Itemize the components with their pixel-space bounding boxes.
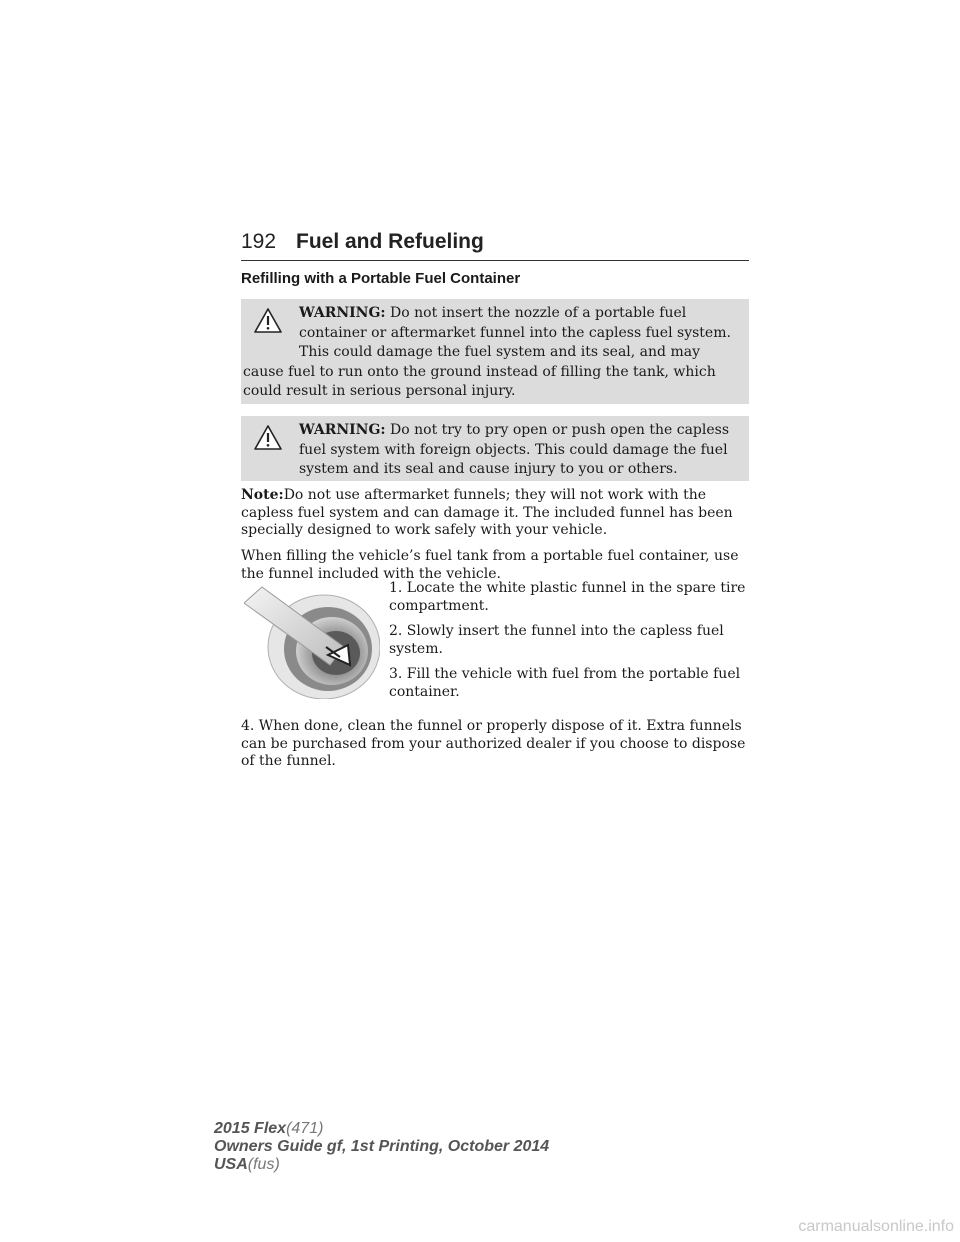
page-footer — [214, 1120, 549, 1174]
warning-label: WARNING: — [299, 305, 386, 321]
footer-model-code: (471) — [286, 1120, 324, 1137]
warning-triangle-icon — [253, 424, 299, 464]
footer-market-code: (fus) — [247, 1156, 280, 1173]
page-header — [241, 230, 749, 261]
step-1: 1. Locate the white plastic funnel in the spare tire compartment. — [389, 580, 746, 614]
footer-guide: Owners Guide gf, 1st Printing, October 2014 — [214, 1138, 550, 1155]
page-number: 192 — [241, 230, 277, 253]
watermark: carmanualsonline.info — [798, 1218, 954, 1235]
page-title: Fuel and Refueling — [296, 230, 484, 253]
funnel-illustration — [244, 581, 380, 699]
intro-paragraph: When filling the vehicle’s fuel tank from a portable fuel container, use the funnel included with the vehicle. — [241, 548, 739, 582]
step-2: 2. Slowly insert the funnel into the capless fuel system. — [389, 623, 724, 657]
warning-text: Do not insert the nozzle of a portable fuel container or aftermarket funnel into the capless fuel system. This could damage the fuel system and its seal, and may cause fuel to run onto the ground instead of filling the tank, which could result in serious personal injury. — [243, 305, 731, 399]
steps-list — [389, 580, 749, 709]
warning-box — [241, 416, 749, 481]
footer-model: 2015 Flex — [214, 1120, 287, 1137]
note-label: Note: — [241, 487, 284, 503]
warning-label: WARNING: — [299, 422, 386, 438]
warning-text: Do not try to pry open or push open the capless fuel system with foreign objects. This could damage the fuel system and its seal and cause injury to you or others. — [299, 422, 730, 477]
warning-box — [241, 299, 749, 404]
note-text: Do not use aftermarket funnels; they will not work with the capless fuel system and can damage it. The included funnel has been specially designed to work safely with your vehicle. — [241, 487, 733, 538]
footer-market: USA — [214, 1156, 248, 1173]
warning-triangle-icon — [253, 307, 299, 347]
step-3: 3. Fill the vehicle with fuel from the portable fuel container. — [389, 666, 741, 700]
step-4: 4. When done, clean the funnel or properly dispose of it. Extra funnels can be purchased from your authorized dealer if you choose to dispose of the funnel. — [241, 718, 746, 769]
note-paragraph — [241, 487, 751, 540]
section-heading: Refilling with a Portable Fuel Container — [241, 270, 521, 287]
